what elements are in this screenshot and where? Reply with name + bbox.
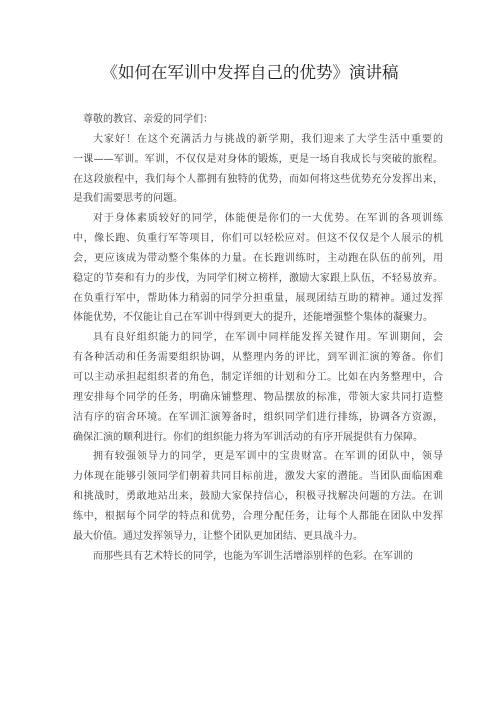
paragraph-line: 理安排每个同学的任务，明确床铺整理、物品摆放的标准，带领大家共同打造整 [73, 391, 443, 403]
paragraph-line: 稳定的节奏和有力的步伐，为同学们树立榜样，激励大家跟上队伍，不轻易放弃。 [73, 272, 443, 284]
salutation-line: 尊敬的教官、亲爱的同学们： [83, 114, 213, 125]
paragraph-line: 可以主动承担起组织者的角色，制定详细的计划和分工。比如在内务整理中，合 [73, 371, 443, 383]
paragraph-line: 确保汇演的顺利进行。你们的组织能力将为军训活动的有序开展提供有力保障。 [73, 431, 423, 443]
document-title: 《如何在军训中发挥自己的优势》演讲稿 [101, 63, 399, 82]
paragraph-line: 会，更应该成为带动整个集体的力量。在长跑训练时，主动跑在队伍的前列，用 [73, 252, 443, 264]
paragraph-line: 具有良好组织能力的同学，在军训中同样能发挥关键作用。军训期间，会 [93, 332, 443, 344]
paragraph-line: 是我们需要思考的问题。 [73, 193, 183, 205]
paragraph-line: 大家好！在这个充满活力与挑战的新学期，我们迎来了大学生活中重要的 [93, 133, 443, 145]
paragraph-line: 和挑战时，勇敢地站出来，鼓励大家保持信心，积极寻找解决问题的方法。在训 [73, 491, 443, 503]
paragraph-1 [73, 130, 443, 209]
paragraph-line: 中，像长跑、负重行军等项目，你们可以轻松应对。但这不仅仅是个人展示的机 [73, 233, 443, 245]
salutation [73, 110, 443, 130]
paragraph-line: 练中，根据每个同学的特点和优势，合理分配任务，让每个人都能在团队中发挥 [73, 510, 443, 522]
paragraph-line: 在这段旅程中，我们每个人都拥有独特的优势，而如何将这些优势充分发挥出来， [73, 173, 443, 185]
paragraph-line: 拥有较强领导力的同学，更是军训中的宝贵财富。在军训的团队中，领导 [93, 451, 443, 463]
paragraph-line: 洁有序的宿舍环境。在军训汇演筹备时，组织同学们进行排练，协调各方资源， [73, 411, 443, 423]
paragraph-2 [73, 209, 443, 328]
paragraph-line: 有各种活动和任务需要组织协调，从整理内务的评比，到军训汇演的筹备。你们 [73, 352, 443, 364]
paragraph-line: 一课——军训。军训，不仅仅是对身体的锻炼，更是一场自我成长与突破的旅程。 [73, 153, 443, 165]
paragraph-line: 在负重行军中，帮助体力稍弱的同学分担重量，展现团结互助的精神。通过发挥 [73, 292, 443, 304]
paragraph-line: 体能优势，不仅能让自己在军训中得到更大的提升，还能增强整个集体的凝聚力。 [73, 312, 433, 324]
paragraph-line: 最大价值。通过发挥领导力，让整个团队更加团结、更具战斗力。 [73, 530, 363, 542]
paragraph-line: 而那些具有艺术特长的同学，也能为军训生活增添别样的色彩。在军训的 [93, 550, 413, 562]
paragraph-line: 对于身体素质较好的同学，体能便是你们的一大优势。在军训的各项训练 [93, 213, 443, 225]
paragraph-4 [73, 447, 443, 546]
document-body [73, 110, 443, 566]
paragraph-5 [73, 547, 443, 567]
paragraph-line: 力体现在能够引领同学们朝着共同目标前进，激发大家的潜能。当团队面临困难 [73, 471, 443, 483]
paragraph-3 [73, 328, 443, 447]
